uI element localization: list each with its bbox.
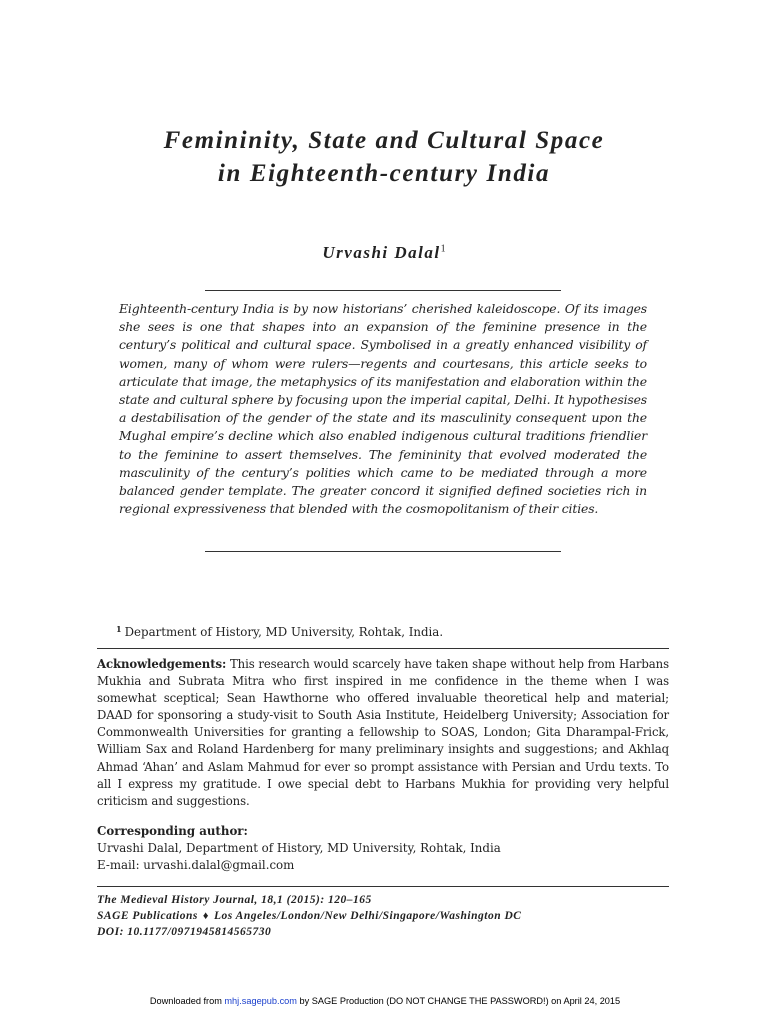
abstract-bottom-rule [205,551,561,552]
footnote-rule [97,648,669,649]
diamond-icon: ♦ [202,910,209,923]
author-affiliation-footnote [116,624,676,639]
publisher-cities: Los Angeles/London/New Delhi/Singapore/Washington DC [213,910,522,923]
acknowledgements-heading: Acknowledgements: [97,657,227,671]
download-notice [140,996,630,1006]
footnote-text: Department of History, MD University, Rohtak, India. [124,625,444,639]
title-line-1: Femininity, State and Cultural Space [163,127,605,154]
author-name-text: Urvashi Dalal [322,243,441,262]
abstract-text: Eighteenth-century India is by now historians’ cherished kaleidoscope. Of its images she sees is one that shapes into an expansion of the feminine presence in the century’s political and cultural space. Symbolised in a greatly enhanced visibility of women, many of whom were rulers—regents and courtesans, this article seeks to articulate that image, the metaphysics of its manifestation and elaboration within the state and cultural sphere by focusing upon the imperial capital, Delhi. It hypothesises a destabilisation of the gender of the state and its masculinity consequent upon the Mughal empire’s decline which also enabled indigenous cultural traditions friendlier to the feminine to assert themselves. The femininity that evolved moderated the masculinity of the century’s polities which came to be mediated through a more balanced gender template. The greater concord it signified defined societies rich in regional expressiveness that blended with the cosmopolitanism of their cities. [119,301,647,517]
abstract-top-rule [205,290,561,291]
journal-info [97,892,669,941]
acknowledgements [97,656,669,810]
journal-citation: The Medieval History Journal, 18,1 (2015): 120–165 [97,894,372,906]
corresponding-author-heading: Corresponding author: [97,824,248,838]
journal-publisher-line [97,908,669,924]
download-prefix: Downloaded from [149,996,225,1006]
footnote-mark: 1 [116,624,122,634]
corresponding-author-email: E-mail: urvashi.dalal@gmail.com [97,858,295,872]
acknowledgements-text: This research would scarcely have taken shape without help from Harbans Mukhia and Subrata Mitra who first inspired in me confidence in the theme when I was somewhat sceptical; Sean Hawthorne who offered invaluable theoretical help and material; DAAD for sponsoring a study-visit to South Asia Institute, Heidelberg University; Association for Commonwealth Universities for granting a fellowship to SOAS, London; Gita Dharampal-Frick, William Sax and Roland Hardenberg for many preliminary insights and suggestions; and Akhlaq Ahmad ‘Ahan’ and Aslam Mahmud for ever so prompt assistance with Persian and Urdu texts. To all I express my gratitude. I owe special debt to Harbans Mukhia for providing very helpful criticism and suggestions. [97,657,669,808]
author-footnote-mark: 1 [440,243,446,255]
journal-rule [97,886,669,887]
download-suffix: by SAGE Production (DO NOT CHANGE THE PASSWORD!) on April 24, 2015 [296,996,621,1006]
article-title [0,124,768,190]
corresponding-author [97,823,669,874]
author-name [0,243,768,263]
title-line-2: in Eighteenth-century India [217,160,551,187]
download-link[interactable]: mhj.sagepub.com [224,996,297,1006]
corresponding-author-affiliation: Urvashi Dalal, Department of History, MD University, Rohtak, India [97,841,501,855]
publisher-name: SAGE Publications [97,910,198,923]
journal-doi: DOI: 10.1177/0971945814565730 [97,926,272,939]
